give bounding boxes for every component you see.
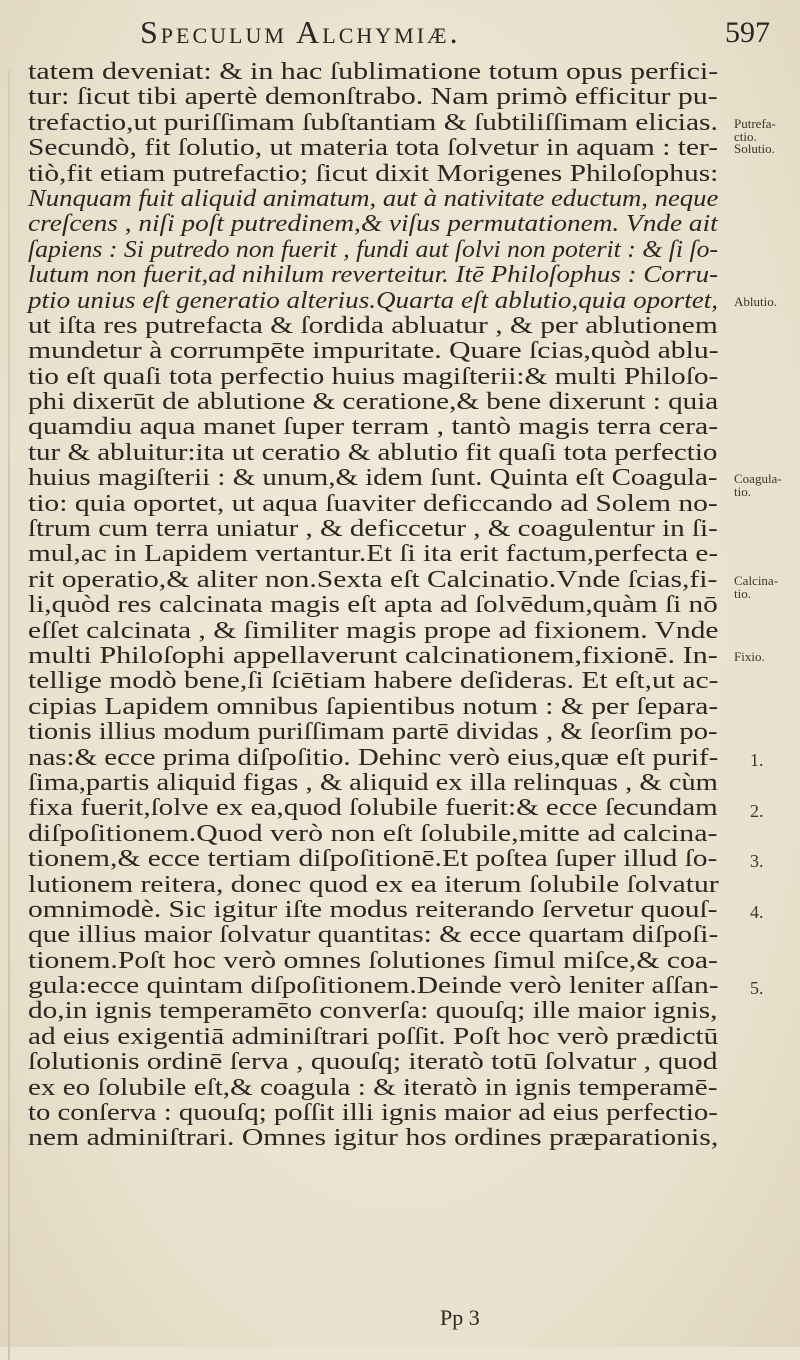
text-line: tionis illius modum puriſſimam partē dividas , & ſeorſim po- <box>28 719 718 746</box>
text-line: nem adminiſtrari. Omnes igitur hos ordines præparationis, <box>28 1125 719 1152</box>
signature-mark: Pp 3 <box>440 1305 480 1330</box>
text-line: li,quòd res calcinata magis eſt apta ad ſolvēdum,quàm ſi nō <box>28 592 718 619</box>
text-line: creſcens , niſi poſt putredinem,& viſus permutationem. Vnde ait <box>28 211 718 238</box>
margin-numeral: 5. <box>750 978 764 999</box>
text-line: eſſet calcinata , & ſimiliter magis prope ad fixionem. Vnde <box>28 617 719 644</box>
text-line: tellige modò bene,ſi ſciētiam habere deſideras. Et eſt,ut ac- <box>28 668 719 695</box>
page-number: 597 <box>725 16 770 49</box>
text-line: tur & abluitur:ita ut ceratio & ablutio fit quaſi tota perfectio <box>28 439 718 466</box>
text-line: tiò,fit etiam putrefactio; ſicut dixit Morigenes Philoſophus: <box>28 160 719 187</box>
text-line: trefactio,ut puriſſimam ſubſtantiam & ſubtiliſſimam elicias. <box>28 109 718 136</box>
text-line: tionem,& ecce tertiam diſpoſitionē.Et poſtea ſuper illud ſo- <box>28 846 718 873</box>
text-line: ptio unius eſt generatio alterius.Quarta eſt ablutio,quia oportet, <box>28 287 719 314</box>
text-line: gula:ecce quintam diſpoſitionem.Deinde verò leniter aſſan- <box>28 973 719 1000</box>
text-line: phi dixerūt de ablutione & ceratione,& bene dixerunt : quia <box>28 389 719 416</box>
text-line: nas:& ecce prima diſpoſitio. Dehinc verò eius,quæ eſt purif- <box>28 744 719 771</box>
text-line: quamdiu aqua manet ſuper terram , tantò magis terra cera- <box>28 414 719 441</box>
text-line: huius magiſterii : & unum,& idem ſunt. Quinta eſt Coagula- <box>28 465 718 492</box>
text-line: Secundò, fit ſolutio, ut materia tota ſolvetur in aquam : ter- <box>28 135 719 162</box>
margin-numeral: 3. <box>750 851 764 872</box>
gutter-shadow <box>8 70 10 1360</box>
margin-numeral: 2. <box>750 800 764 821</box>
body-text <box>28 59 719 1152</box>
margin-numeral: 1. <box>750 749 764 770</box>
text-line: ſapiens : Si putredo non fuerit , fundi aut ſolvi non poterit : & ſi ſo- <box>28 236 719 263</box>
running-title: Speculum Alchymiæ. <box>140 14 461 50</box>
text-line: tio: quia oportet, ut aqua ſuaviter deficcando ad Solem no- <box>28 490 718 517</box>
text-line: ad eius exigentiā adminiſtrari poſſit. Poſt hoc verò prædictū <box>28 1023 719 1050</box>
text-line: tatem deveniat: & in hac ſublimatione totum opus perfici- <box>28 59 719 85</box>
text-line: rit operatio,& aliter non.Sexta eſt Calcinatio.Vnde ſcias,fi- <box>28 566 718 593</box>
text-line: ſima,partis aliquid figas , & aliquid ex illa relinquas , & cùm <box>28 769 718 796</box>
text-line: multi Philoſophi appellaverunt calcinationem,fixionē. In- <box>28 642 718 669</box>
text-line: do,in ignis temperamēto converſa: quouſq; ille maior ignis, <box>28 998 718 1025</box>
margin-note: Fixio. <box>734 649 765 665</box>
text-line: mul,ac in Lapidem vertantur.Et ſi ita erit factum,perfecta e- <box>28 541 719 568</box>
text-line: ex eo ſolubile eſt,& coagula : & iteratò in ignis temperamē- <box>28 1074 718 1101</box>
text-line: tionem.Poſt hoc verò omnes ſolutiones ſimul miſce,& coa- <box>28 947 718 974</box>
text-line: omnimodè. Sic igitur iſte modus reiterando ſervetur quouſ- <box>28 896 718 923</box>
margin-note: Calcina- tio. <box>734 573 779 601</box>
text-line: mundetur à corrumpēte impuritate. Quare ſcias,quòd ablu- <box>28 338 719 365</box>
text-line: que illius maior ſolvatur quantitas: & ecce quartam diſpoſi- <box>28 922 719 949</box>
text-line: ut iſta res putrefacta & ſordida abluatur , & per ablutionem <box>28 312 718 339</box>
margin-note: Solutio. <box>734 141 775 157</box>
text-line: fixa fuerit,ſolve ex ea,quod ſolubile fuerit:& ecce ſecundam <box>28 795 718 822</box>
text-line: cipias Lapidem omnibus ſapientibus notum : & per ſepara- <box>28 693 719 720</box>
margin-numeral: 4. <box>750 902 764 923</box>
text-line: diſpoſitionem.Quod verò non eſt ſolubile,mitte ad calcina- <box>28 820 718 847</box>
margin-note: Coagula- tio. <box>734 471 782 500</box>
text-line: Nunquam fuit aliquid animatum, aut à nativitate eductum, neque <box>28 185 719 212</box>
text-line: ſolutionis ordinē ſerva , quouſq; iteratò totū ſolvatur , quod <box>28 1049 718 1076</box>
text-line: to conſerva : quouſq; poſſit illi ignis maior ad eius perfectio- <box>28 1100 718 1127</box>
text-line: lutum non fuerit,ad nihilum reverteitur. Itē Philoſophus : Corru- <box>28 262 719 289</box>
text-line: lutionem reitera, donec quod ex ea iterum ſolubile ſolvatur <box>28 871 719 898</box>
text-line: tio eſt quaſi tota perfectio huius magiſterii:& multi Philoſo- <box>28 363 719 390</box>
text-line: tur: ſicut tibi apertè demonſtrabo. Nam primò efficitur pu- <box>28 84 718 111</box>
margin-note: Ablutio. <box>734 293 777 309</box>
page-header <box>140 14 780 58</box>
margin-note: Putrefa- ctio. <box>734 115 776 144</box>
text-line: ſtrum cum terra uniatur , & deficcetur , & coagulentur in ſi- <box>28 516 718 543</box>
